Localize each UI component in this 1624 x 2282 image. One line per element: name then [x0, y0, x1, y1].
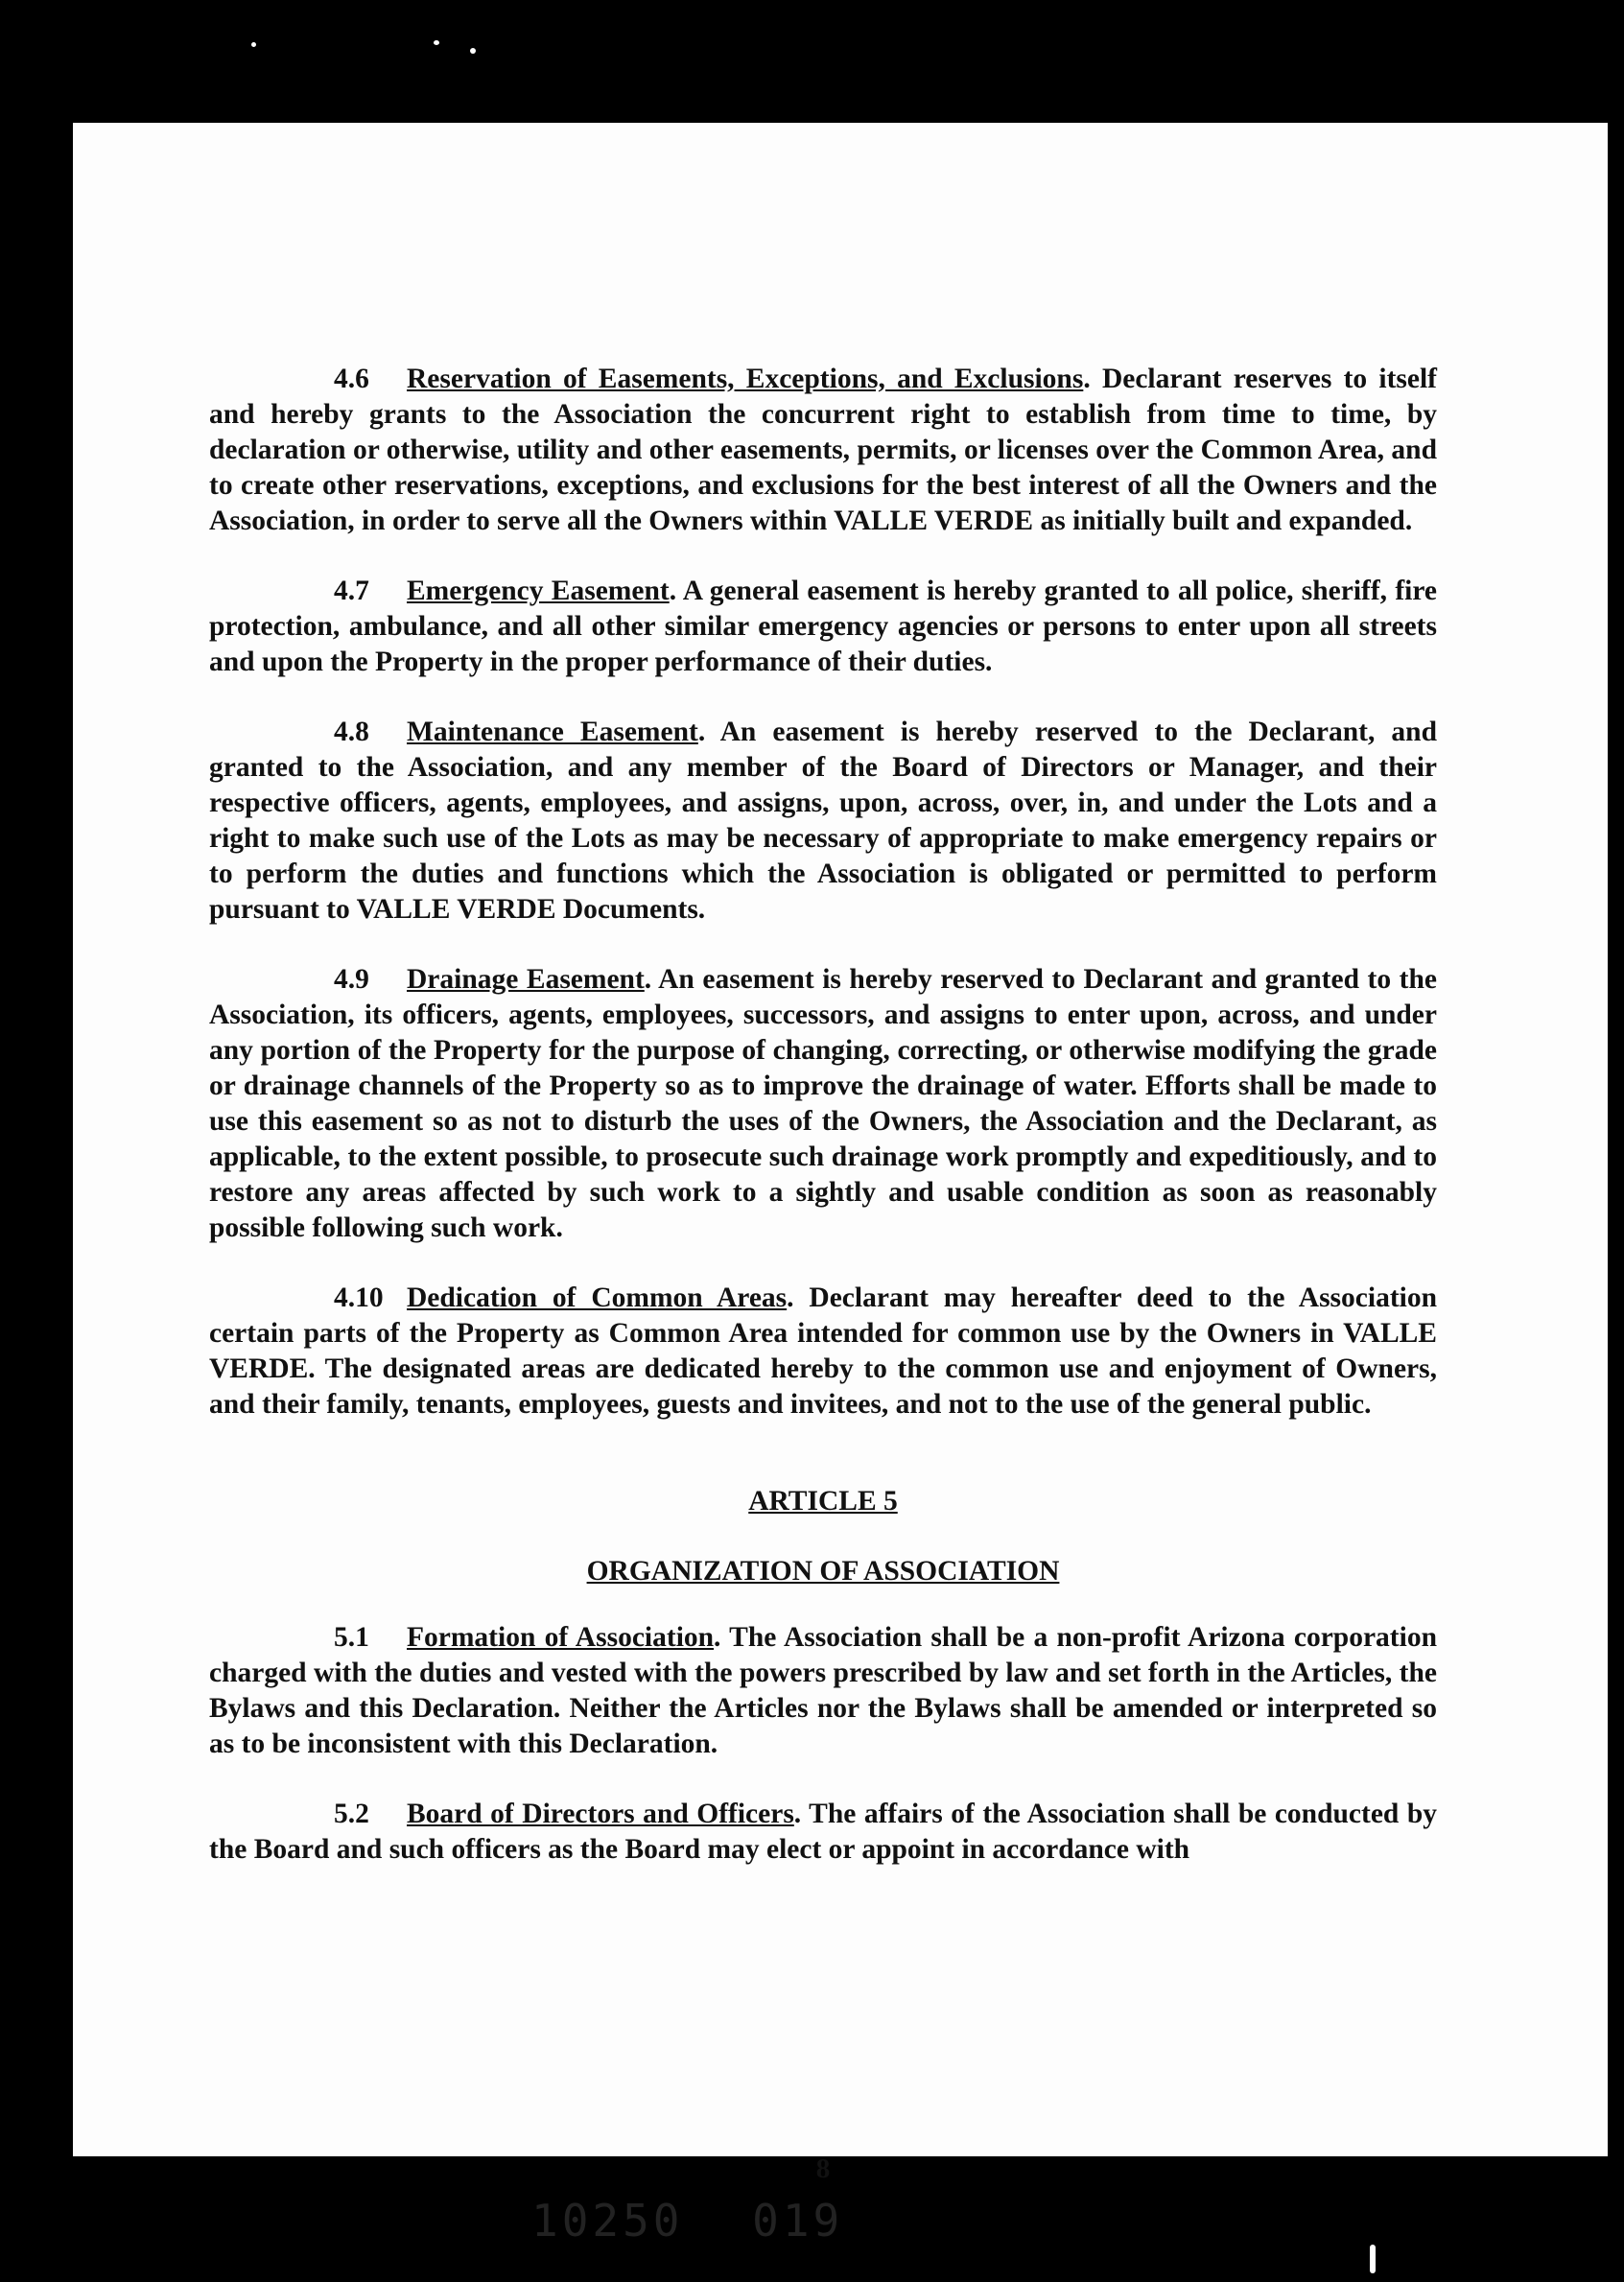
section-heading: Dedication of Common Areas: [407, 1282, 788, 1313]
section-number: 4.10: [334, 1282, 384, 1313]
section-number: 5.1: [334, 1622, 369, 1653]
section-heading: Emergency Easement: [407, 576, 670, 606]
scan-speck: [251, 42, 256, 47]
section-4-8: [209, 715, 1437, 928]
section-5-2: [209, 1797, 1437, 1868]
section-text: . Declarant may hereafter deed to the Association certain parts of the Property as Common Area intended for common use by the Owners in VALLE VERDE. The designated areas are dedicated hereby to the common use and enjoyment of Owners, and their family, tenants, employees, guests and invitees, and not to the use of the general public.: [209, 1282, 1437, 1420]
section-heading: Drainage Easement: [407, 964, 645, 995]
section-text: . An easement is hereby reserved to Declarant and granted to the Association, its officers, agents, employees, successors, and assigns to enter upon, across, and under any portion of the Property for the purpose of changing, correcting, or otherwise modifying the grade or drainage channels of the Property so as to improve the drainage of water. Efforts shall be made to use this easement so as not to disturb the uses of the Owners, the Association and the Declarant, as applicable, to the extent possible, to prosecute such drainage work promptly and expeditiously, and to restore any areas affected by such work to a sightly and usable condition as soon as reasonably possible following such work.: [209, 964, 1437, 1243]
article-label: ARTICLE 5: [748, 1486, 898, 1517]
section-text: . The affairs of the Association shall be conducted by the Board and such officers as the Board may elect or appoint in accordance with: [209, 1799, 1437, 1865]
section-text: . Declarant reserves to itself and hereby grants to the Association the concurrent right to establish from time to time, by declaration or otherwise, utility and other easements, permits, or licenses over the Common Area, and to create other reservations, exceptions, and exclusions for the best interest of all the Owners and the Association, in order to serve all the Owners within VALLE VERDE as initially built and expanded.: [209, 364, 1438, 536]
section-heading: Reservation of Easements, Exceptions, and Exclusions: [407, 364, 1084, 394]
section-heading: Maintenance Easement: [407, 717, 698, 747]
section-number: 4.9: [334, 964, 369, 995]
document-id-stamp: 10250 019: [531, 2195, 844, 2247]
section-text: . The Association shall be a non-profit Arizona corporation charged with the duties and vested with the powers prescribed by law and set forth in the Articles, the Bylaws and this Declaration. Neither the Articles nor the Bylaws shall be amended or interpreted so as to be inconsistent with this Declaration.: [209, 1622, 1437, 1759]
article-title: ORGANIZATION OF ASSOCIATION: [586, 1556, 1060, 1587]
section-4-9: [209, 962, 1437, 1246]
section-text: . A general easement is hereby granted to all police, sheriff, fire protection, ambulance, and all other similar emergency agencies or persons to enter upon all streets and upon the Property in the proper performance of their duties.: [209, 576, 1437, 677]
scan-speck: [434, 40, 439, 45]
section-number: 4.7: [334, 576, 369, 606]
section-number: 4.6: [334, 364, 369, 394]
section-4-10: [209, 1281, 1437, 1423]
section-heading: Formation of Association: [407, 1622, 715, 1653]
scan-speck: [1370, 2245, 1376, 2273]
section-heading: Board of Directors and Officers: [407, 1799, 794, 1829]
document-body: [209, 362, 1438, 2184]
scan-speck: [470, 48, 476, 54]
page-number: 8: [815, 2153, 831, 2184]
document-page: [73, 123, 1608, 2247]
section-number: 4.8: [334, 717, 369, 747]
section-4-6: [209, 362, 1437, 539]
section-number: 5.2: [334, 1799, 369, 1829]
section-4-7: [209, 574, 1437, 680]
section-text: . An easement is hereby reserved to the Declarant, and granted to the Association, and any member of the Board of Directors or Manager, and their respective officers, agents, employees, and assigns, upon, across, over, in, and under the Lots and a right to make such use of the Lots as may be necessary of appropriate to make emergency repairs or to perform the duties and functions which the Association is obligated or permitted to perform pursuant to VALLE VERDE Documents.: [209, 717, 1437, 925]
section-5-1: [209, 1620, 1437, 1762]
